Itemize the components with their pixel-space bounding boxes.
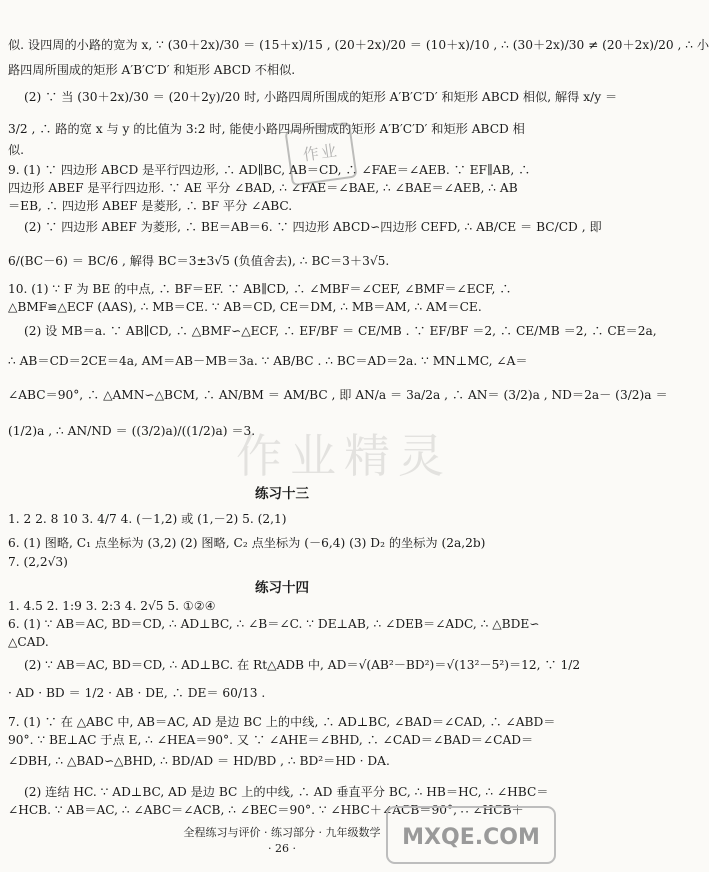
line-10-part2-4: (1/2)a , ∴ AN/ND ＝ ((3/2)a)/((1/2)a) ＝3.: [8, 424, 256, 438]
watermark: 作业精灵: [236, 429, 452, 483]
line-p14-7: 90°. ∵ BE⊥AC 于点 E, ∴ ∠HEA＝90°. 又 ∵ ∠AHE＝∠BHD, ∴ ∠CAD＝∠BAD＝∠CAD＝: [8, 733, 534, 747]
heading-practice-14: 练习十四: [255, 580, 309, 596]
line-9-part2-1: (2) ∵ 四边形 ABEF 为菱形, ∴ BE＝AB＝6. ∵ 四边形 ABCD∽四边形 CEFD, ∴ AB/CE ＝ BC/CD , 即: [24, 220, 602, 234]
line-p13-1: 1. 2 2. 8 10 3. 4/7 4. (－1,2) 或 (1,－2) 5. (2,1): [8, 512, 287, 526]
line-10-part2-1: (2) 设 MB＝a. ∵ AB∥CD, ∴ △BMF∽△ECF, ∴ EF/BF ＝ CE/MB . ∵ EF/BF ＝2, ∴ CE/MB ＝2, ∴ CE＝2a,: [24, 324, 657, 338]
line-9-1: 9. (1) ∵ 四边形 ABCD 是平行四边形, ∴ AD∥BC, AB＝CD, ∴ ∠FAE＝∠AEB. ∵ EF∥AB, ∴: [8, 163, 531, 177]
stamp-icon: [284, 122, 357, 187]
line-p13-3: 7. (2,2√3): [8, 555, 68, 569]
line-p14-5: · AD · BD ＝ 1/2 · AB · DE, ∴ DE＝ 60/13 .: [8, 686, 266, 700]
logo-icon: [386, 806, 556, 864]
line-10-2: △BMF≌△ECF (AAS), ∴ MB＝CE. ∵ AB＝CD, CE＝DM, ∴ MB＝AM, ∴ AM＝CE.: [8, 300, 482, 314]
line-p14-8: ∠DBH, ∴ △BAD∽△BHD, ∴ BD/AD ＝ HD/BD , ∴ BD²＝HD · DA.: [8, 754, 390, 768]
line-10-1: 10. (1) ∵ F 为 BE 的中点, ∴ BF＝EF. ∵ AB∥CD, ∴ ∠MBF＝∠CEF, ∠BMF＝∠ECF, ∴: [8, 282, 512, 296]
line-10-part2-2: ∴ AB＝CD＝2CE＝4a, AM＝AB－MB＝3a. ∵ AB/BC . ∴ BC＝AD＝2a. ∵ MN⊥MC, ∠A＝: [8, 354, 528, 368]
line-8-cont-1: 似. 设四周的小路的宽为 x, ∵ (30＋2x)/30 ＝ (15＋x)/15 , (20＋2x)/20 ＝ (10＋x)/10 , ∴ (30＋2x)/30 ≠ (20＋2x)/20 , ∴ 小: [8, 38, 709, 52]
logo-text: MXQE.COM: [402, 825, 540, 850]
line-8-part2-2: 3/2 , ∴ 路的宽 x 与 y 的比值为 3:2 时, 能使小路四周所围成的矩形 A′B′C′D′ 和矩形 ABCD 相: [8, 122, 525, 136]
line-p13-2: 6. (1) 图略, C₁ 点坐标为 (3,2) (2) 图略, C₂ 点坐标为 (－6,4) (3) D₂ 的坐标为 (2a,2b): [8, 536, 486, 550]
line-8-part2-3: 似.: [8, 143, 25, 157]
line-p14-1: 1. 4.5 2. 1:9 3. 2:3 4. 2√5 5. ①②④: [8, 599, 216, 613]
footer-title: 全程练习与评价 · 练习部分 · 九年级数学: [183, 826, 381, 839]
line-p14-6: 7. (1) ∵ 在 △ABC 中, AB＝AC, AD 是边 BC 上的中线, ∴ AD⊥BC, ∠BAD＝∠CAD, ∴ ∠ABD＝: [8, 715, 556, 729]
line-p14-9: (2) 连结 HC. ∵ AD⊥BC, AD 是边 BC 上的中线, ∴ AD 垂直平分 BC, ∴ HB＝HC, ∴ ∠HBC＝: [24, 785, 549, 799]
line-8-part2-1: (2) ∵ 当 (30＋2x)/30 ＝ (20＋2y)/20 时, 小路四周所围成的矩形 A′B′C′D′ 和矩形 ABCD 相似, 解得 x/y ＝: [24, 90, 618, 104]
line-8-cont-2: 路四周所围成的矩形 A′B′C′D′ 和矩形 ABCD 不相似.: [8, 63, 296, 77]
line-p14-2: 6. (1) ∵ AB＝AC, BD＝CD, ∴ AD⊥BC, ∴ ∠B＝∠C. ∵ DE⊥AB, ∴ ∠DEB＝∠ADC, ∴ △BDE∽: [8, 617, 540, 631]
stamp-text: 作业: [301, 140, 340, 165]
line-9-2: 四边形 ABEF 是平行四边形. ∵ AE 平分 ∠BAD, ∴ ∠FAE＝∠BAE, ∴ ∠BAE＝∠AEB, ∴ AB: [8, 181, 518, 195]
line-9-part2-2: 6/(BC－6) ＝ BC/6 , 解得 BC＝3±3√5 (负值舍去), ∴ BC＝3＋3√5.: [8, 254, 390, 268]
line-10-part2-3: ∠ABC＝90°, ∴ △AMN∽△BCM, ∴ AN/BM ＝ AM/BC , 即 AN/a ＝ 3a/2a , ∴ AN＝ (3/2)a , ND＝2a－ (3/2)a ＝: [8, 388, 668, 402]
line-p14-4: (2) ∵ AB＝AC, BD＝CD, ∴ AD⊥BC. 在 Rt△ADB 中, AD＝√(AB²－BD²)＝√(13²－5²)＝12, ∵ 1/2: [24, 658, 581, 672]
line-p14-10: ∠HCB. ∵ AB＝AC, ∴ ∠ABC＝∠ACB, ∴ ∠BEC＝90°. ∵ ∠HBC＋∠ACB＝90°, ∴ ∠HCB＋: [8, 803, 524, 817]
page-number: · 26 ·: [268, 842, 296, 855]
line-p14-3: △CAD.: [8, 635, 49, 649]
line-9-3: ＝EB, ∴ 四边形 ABEF 是菱形, ∴ BF 平分 ∠ABC.: [8, 199, 293, 213]
heading-practice-13: 练习十三: [255, 486, 309, 502]
